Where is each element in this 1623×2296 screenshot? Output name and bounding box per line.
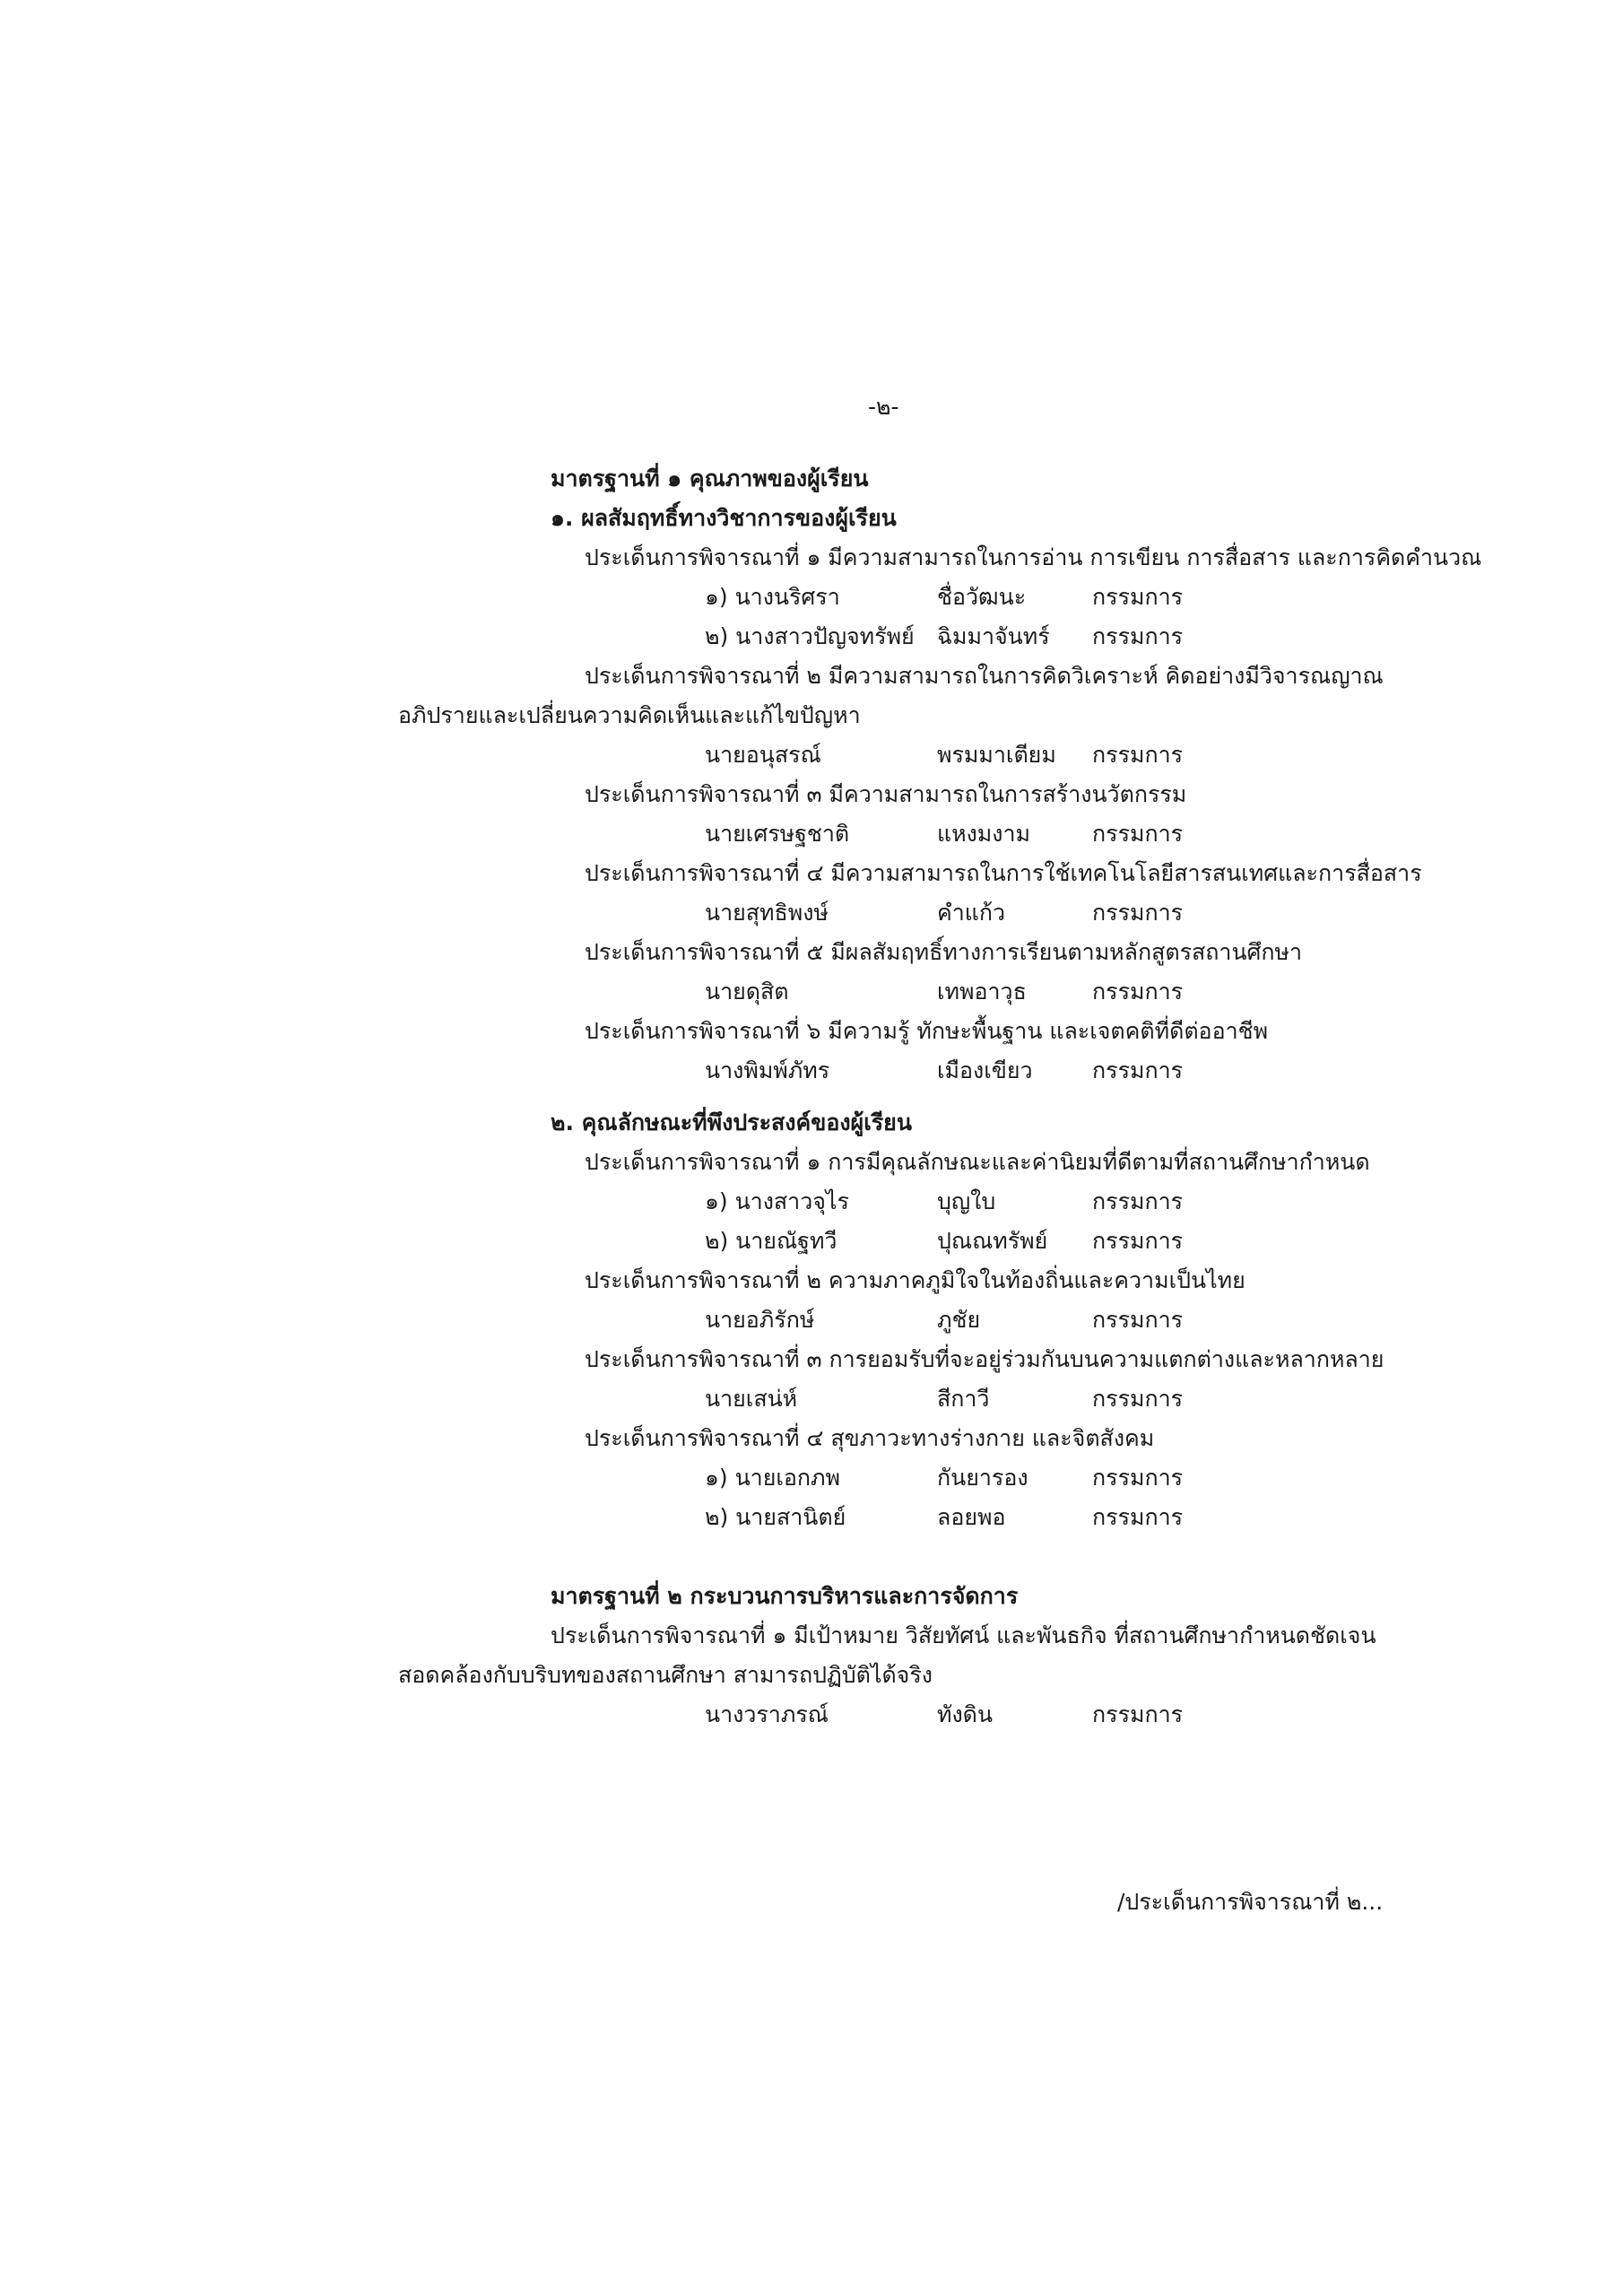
member-role: กรรมการ (1092, 1504, 1184, 1530)
member-role: กรรมการ (1092, 978, 1184, 1004)
issue-text: ประเด็นการพิจารณาที่ ๔ มีความสามารถในการใช้เทคโนโลยีสารสนเทศและการสื่อสาร (585, 860, 1422, 886)
member-role: กรรมการ (1092, 1701, 1184, 1727)
member-role: กรรมการ (1092, 1307, 1184, 1333)
member-surname: กันยารอง (937, 1465, 1028, 1491)
member-surname: เทพอาวุธ (937, 978, 1027, 1004)
member-name: นายอภิรักษ์ (705, 1307, 815, 1333)
member-surname: บุญใบ (937, 1188, 996, 1214)
member-role: กรรมการ (1092, 1057, 1184, 1083)
standard-2-heading: มาตรฐานที่ ๒ กระบวนการบริหารและการจัดการ (551, 1583, 1019, 1609)
member-role: กรรมการ (1092, 584, 1184, 610)
standard-1-heading: มาตรฐานที่ ๑ คุณภาพของผู้เรียน (551, 465, 869, 491)
member-name: ๑) นางนริศรา (705, 584, 840, 610)
member-name: ๒) นายสานิตย์ (705, 1504, 846, 1530)
issue-text: ประเด็นการพิจารณาที่ ๑ การมีคุณลักษณะและค่านิยมที่ดีตามที่สถานศึกษากำหนด (585, 1149, 1370, 1175)
member-name: นายดุสิต (705, 978, 789, 1004)
member-role: กรรมการ (1092, 1228, 1184, 1254)
member-surname: ภูชัย (937, 1307, 981, 1333)
member-name: นายอนุสรณ์ (705, 742, 821, 768)
page-number: -๒- (868, 394, 899, 420)
issue-text: ประเด็นการพิจารณาที่ ๔ สุขภาวะทางร่างกาย และจิตสังคม (585, 1425, 1155, 1451)
issue-text: ประเด็นการพิจารณาที่ ๒ มีความสามารถในการคิดวิเคราะห์ คิดอย่างมีวิจารณญาณ (585, 663, 1384, 689)
member-name: นางวราภรณ์ (705, 1701, 829, 1727)
member-role: กรรมการ (1092, 1188, 1184, 1214)
member-surname: พรมมาเตียม (937, 742, 1056, 768)
member-name: ๑) นายเอกภพ (705, 1465, 841, 1491)
member-role: กรรมการ (1092, 742, 1184, 768)
member-surname: ปุณณทรัพย์ (937, 1228, 1048, 1254)
issue-text: ประเด็นการพิจารณาที่ ๕ มีผลสัมฤทธิ์ทางการเรียนตามหลักสูตรสถานศึกษา (585, 939, 1303, 965)
member-name: ๒) นางสาวปัญจทรัพย์ (705, 623, 915, 649)
member-surname: ทังดิน (937, 1701, 994, 1727)
member-name: ๒) นายณัฐทวี (705, 1228, 838, 1254)
member-surname: ลอยพอ (937, 1504, 1006, 1530)
issue-text: ประเด็นการพิจารณาที่ ๓ การยอมรับที่จะอยู่ร่วมกันบนความแตกต่างและหลากหลาย (585, 1346, 1384, 1372)
member-name: ๑) นางสาวจุไร (705, 1188, 849, 1214)
member-name: นางพิมพ์ภัทร (705, 1057, 830, 1083)
member-surname: ฉิมมาจันทร์ (937, 623, 1050, 649)
member-name: นายสุทธิพงษ์ (705, 900, 829, 926)
section-1-heading: ๑. ผลสัมฤทธิ์ทางวิชาการของผู้เรียน (551, 505, 897, 531)
issue-text: ประเด็นการพิจารณาที่ ๖ มีความรู้ ทักษะพื้นฐาน และเจตคติที่ดีต่ออาชีพ (585, 1018, 1269, 1044)
issue-text: ประเด็นการพิจารณาที่ ๓ มีความสามารถในการสร้างนวัตกรรม (585, 781, 1187, 807)
member-surname: แหงมงาม (937, 821, 1031, 847)
issue-text-continued: สอดคล้องกับบริบทของสถานศึกษา สามารถปฏิบัติได้จริง (398, 1662, 933, 1688)
member-name: นายเสน่ห์ (705, 1386, 798, 1412)
issue-text: ประเด็นการพิจารณาที่ ๑ มีความสามารถในการอ่าน การเขียน การสื่อสาร และการคิดคำนวณ (585, 544, 1482, 570)
member-name: นายเศรษฐชาติ (705, 821, 850, 847)
issue-text: ประเด็นการพิจารณาที่ ๒ ความภาคภูมิใจในท้องถิ่นและความเป็นไทย (585, 1267, 1245, 1293)
member-surname: ชื่อวัฒนะ (937, 584, 1027, 610)
member-role: กรรมการ (1092, 900, 1184, 926)
member-surname: สีกาวี (937, 1386, 990, 1412)
member-role: กรรมการ (1092, 1465, 1184, 1491)
member-role: กรรมการ (1092, 1386, 1184, 1412)
continuation-note: /ประเด็นการพิจารณาที่ ๒... (1117, 1889, 1384, 1915)
section-2-heading: ๒. คุณลักษณะที่พึงประสงค์ของผู้เรียน (551, 1109, 912, 1135)
member-surname: เมืองเขียว (937, 1057, 1033, 1083)
issue-text: ประเด็นการพิจารณาที่ ๑ มีเป้าหมาย วิสัยทัศน์ และพันธกิจ ที่สถานศึกษากำหนดชัดเจน (551, 1622, 1376, 1648)
member-surname: คำแก้ว (937, 900, 1006, 926)
issue-text-continued: อภิปรายและเปลี่ยนความคิดเห็นและแก้ไขปัญหา (398, 702, 861, 728)
member-role: กรรมการ (1092, 623, 1184, 649)
member-role: กรรมการ (1092, 821, 1184, 847)
